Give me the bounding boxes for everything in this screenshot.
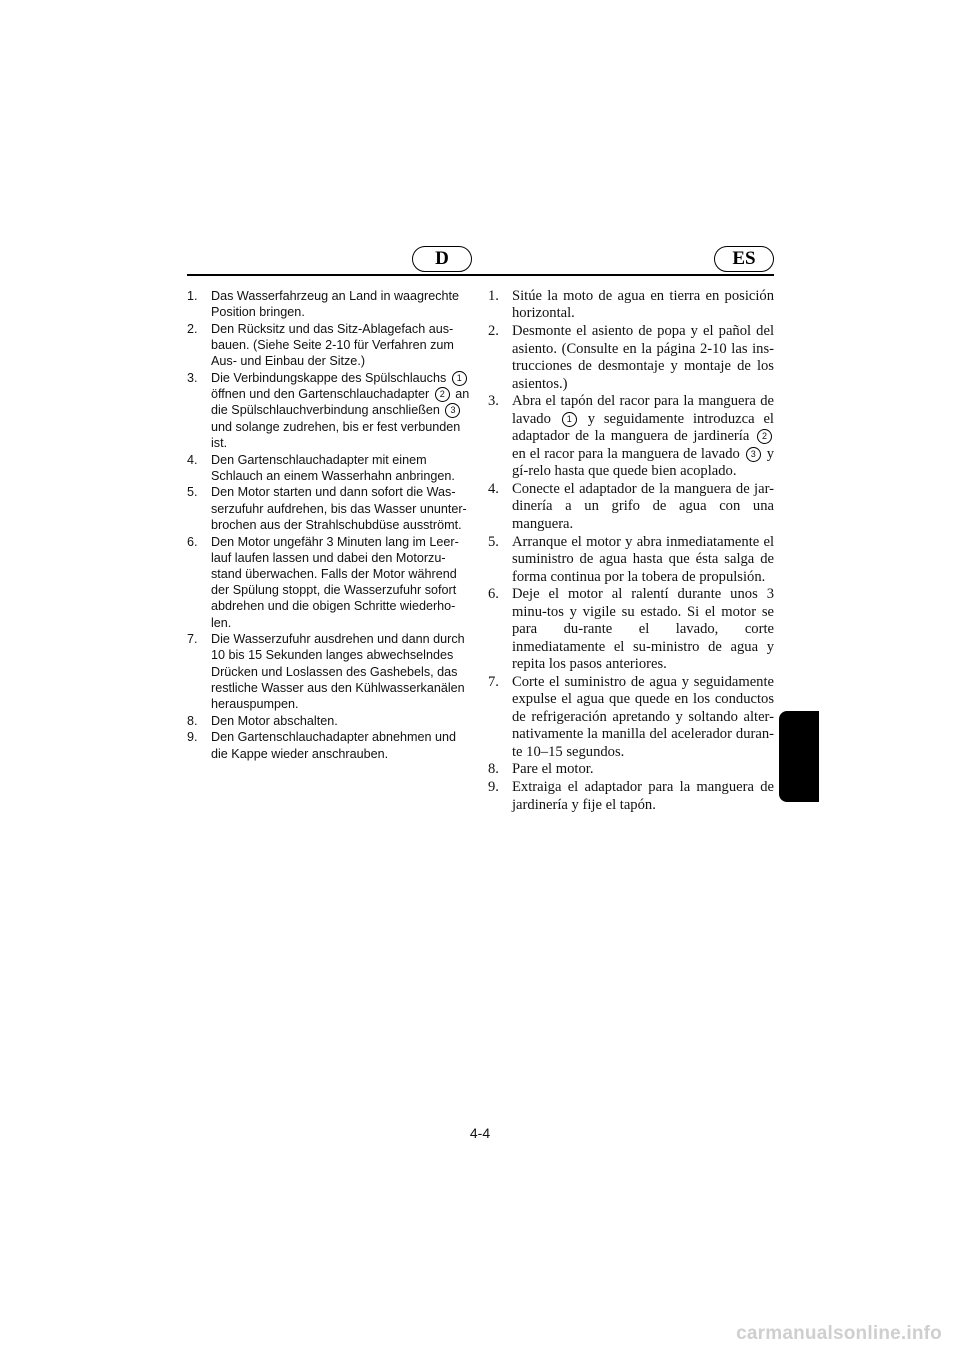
callout-3-icon: 3 [445, 403, 460, 418]
step-number: 1. [488, 288, 499, 304]
step-number: 4. [187, 452, 198, 467]
step-number: 7. [187, 632, 198, 647]
list-item [187, 370, 472, 451]
step-text: Die Verbindungskappe des Spülschlauchs [211, 371, 447, 386]
step-text: Desmonte el asiento de popa y el pañol del asiento. (Consulte en la página 2-10 las ins-trucciones de desmontaje y montaje de los asientos.) [512, 323, 774, 392]
step-text: Den Gartenschlauchadapter abnehmen und die Kappe wieder anschrauben. [211, 730, 457, 761]
step-number: 8. [187, 713, 198, 728]
list-item [187, 288, 472, 320]
list-item [187, 534, 472, 631]
step-text: und solange zudrehen, bis er fest verbunden ist. [211, 419, 461, 450]
step-number: 3. [187, 371, 198, 386]
step-number: 2. [187, 321, 198, 336]
spanish-column [488, 288, 774, 815]
step-number: 9. [488, 779, 499, 796]
list-item [488, 393, 774, 480]
list-item [187, 484, 472, 533]
step-text: Das Wasserfahrzeug an Land in waagrechte Position bringen. [211, 289, 460, 320]
page-number: 4-4 [469, 1125, 491, 1141]
list-item [488, 534, 774, 586]
callout-2-icon: 2 [757, 429, 772, 444]
step-number: 3. [488, 393, 499, 410]
spanish-steps-list [488, 288, 774, 814]
list-item [488, 586, 774, 673]
step-text: Den Motor abschalten. [211, 713, 338, 728]
german-steps-list [187, 288, 472, 762]
step-text: Die Wasserzufuhr ausdrehen und dann durch 10 bis 15 Sekunden langes abwechselndes Drücken und Loslassen des Gashebels, das restliche Wasser aus den Kühlwasserkanälen herauspumpen. [211, 632, 465, 712]
language-badge-spanish: ES [714, 246, 774, 272]
step-text: Abra el tapón del racor para la manguera de lavado [512, 393, 774, 427]
callout-3-icon: 3 [746, 447, 761, 462]
list-item [488, 761, 774, 778]
step-number: 6. [187, 534, 198, 549]
step-number: 1. [187, 289, 198, 303]
list-item [187, 729, 472, 761]
list-item [187, 631, 472, 712]
header-rule [187, 274, 774, 276]
step-number: 2. [488, 323, 499, 340]
callout-2-icon: 2 [435, 387, 450, 402]
list-item [187, 321, 472, 370]
step-number: 6. [488, 586, 499, 603]
step-text: Corte el suministro de agua y seguidamente expulse el agua que quede en los conductos de refrigeración apretando y soltando alter-nativamente la manilla del acelerador duran-te 10–15 segundos. [512, 673, 774, 760]
callout-1-icon: 1 [562, 412, 577, 427]
step-text: Den Rücksitz und das Sitz-Ablagefach aus-bauen. (Siehe Seite 2-10 für Verfahren zum Aus- und Einbau der Sitze.) [211, 321, 454, 369]
list-item [488, 288, 774, 323]
list-item [187, 713, 472, 729]
step-text: an die Spülschlauchverbindung anschließen [211, 387, 470, 418]
step-text: Arranque el motor y abra inmediatamente el suministro de agua hasta que ésta salga de forma continua por la tobera de propulsión. [512, 533, 774, 585]
step-number: 9. [187, 730, 198, 745]
language-header [187, 246, 774, 278]
step-number: 5. [488, 533, 499, 550]
step-text: Pare el motor. [512, 761, 594, 778]
chapter-thumb-tab [779, 711, 819, 802]
list-item [488, 481, 774, 533]
step-number: 8. [488, 761, 499, 778]
list-item [488, 779, 774, 814]
language-badge-german: D [412, 246, 472, 272]
list-item [488, 323, 774, 393]
list-item [488, 674, 774, 761]
step-text: Conecte el adaptador de la manguera de jar-dinería a un grifo de agua con una manguera. [512, 480, 774, 532]
step-text: en el racor para la manguera de lavado [512, 445, 740, 462]
step-text: öffnen und den Gartenschlauchadapter [211, 387, 430, 402]
step-text: Extraiga el adaptador para la manguera de jardinería y fije el tapón. [512, 779, 774, 813]
step-text: Den Gartenschlauchadapter mit einem Schlauch an einem Wasserhahn anbringen. [211, 452, 455, 483]
step-text: Sitúe la moto de agua en tierra en posición horizontal. [512, 288, 774, 322]
step-number: 7. [488, 673, 499, 690]
watermark: carmanualsonline.info [736, 1323, 942, 1344]
callout-1-icon: 1 [452, 371, 467, 386]
step-text: Den Motor ungefähr 3 Minuten lang im Leer-lauf laufen lassen und dabei den Motorzu-stand überwachen. Falls der Motor während der Spülung stoppt, die Wasserzufuhr sofort abdrehen und die obigen Schritte wiederho-len. [211, 534, 459, 630]
step-text: Den Motor starten und dann sofort die Was-serzufuhr aufdrehen, bis das Wasser ununter-brochen aus der Strahlschubdüse ausströmt. [211, 485, 467, 532]
german-column [187, 288, 472, 762]
list-item [187, 452, 472, 484]
step-text: y gí-relo hasta que quede bien acoplado. [512, 445, 774, 480]
step-text: Deje el motor al ralentí durante unos 3 minu-tos y vigile su estado. Si el motor se para du-rante el lavado, corte inmediatamente el su-ministro de agua y repita los pasos anteriores. [512, 586, 774, 673]
step-text: y seguidamente introduzca el adaptador de la manguera de jardinería [512, 410, 774, 445]
step-number: 5. [187, 485, 198, 500]
step-number: 4. [488, 480, 499, 497]
